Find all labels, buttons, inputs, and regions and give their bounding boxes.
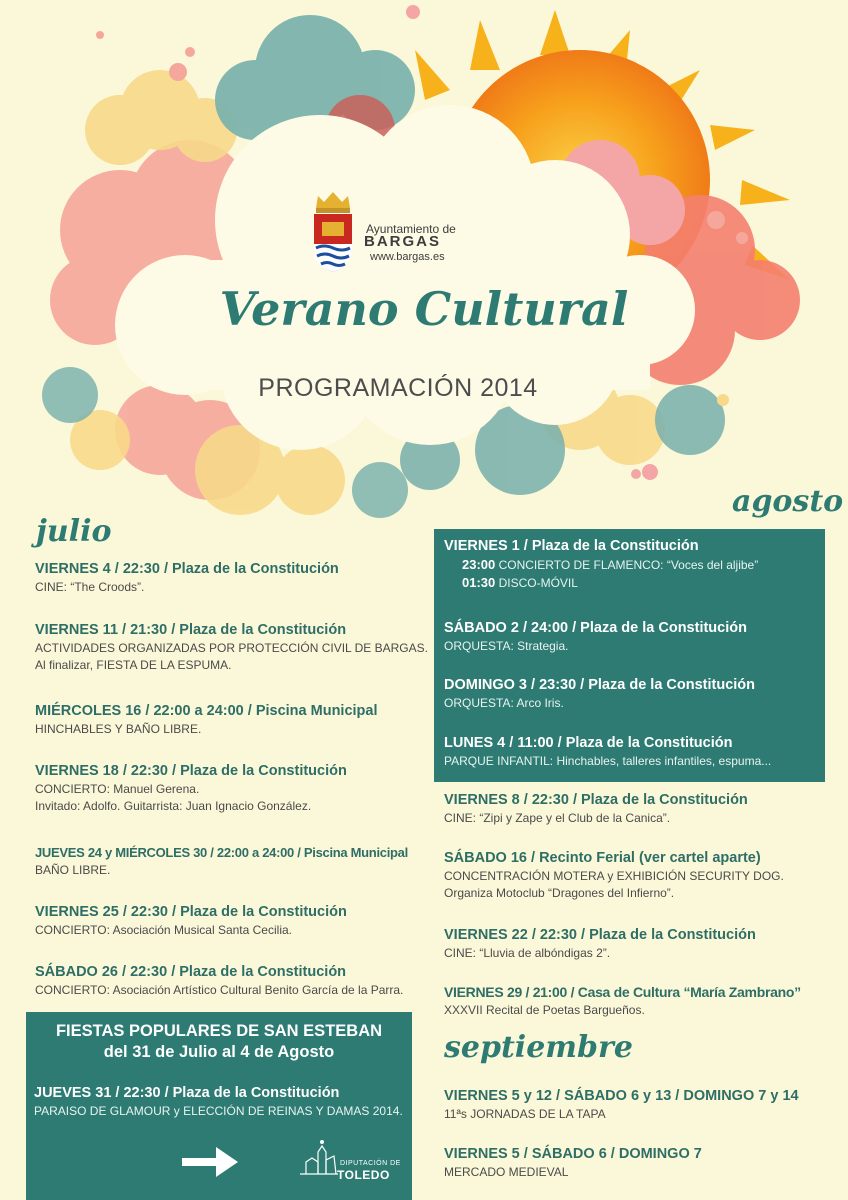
event-heading: SÁBADO 26 / 22:30 / Plaza de la Constitución	[35, 964, 347, 980]
page-title: Verano Cultural	[219, 282, 629, 336]
month-heading-septiembre: septiembre	[444, 1030, 633, 1065]
event-heading: SÁBADO 2 / 24:00 / Plaza de la Constitución	[444, 620, 747, 636]
event-detail: CINE: “Zipi y Zape y el Club de la Canica”.	[444, 811, 671, 825]
event-detail: CINE: “Lluvia de albóndigas 2”.	[444, 946, 611, 960]
event-detail: 11ªs JORNADAS DE LA TAPA	[444, 1107, 606, 1121]
event-sub-line	[444, 556, 758, 574]
event-detail: ORQUESTA: Arco Iris.	[444, 696, 564, 710]
fiestas-title-line1: FIESTAS POPULARES DE SAN ESTEBAN	[55, 1022, 383, 1040]
event-heading: JUEVES 24 y MIÉRCOLES 30 / 22:00 a 24:00 / Piscina Municipal	[35, 845, 408, 860]
event-agosto-2	[444, 926, 756, 962]
event-agosto-3	[444, 983, 801, 1019]
event-detail: Organiza Motoclub “Dragones del Infierno”.	[444, 886, 675, 900]
month-heading-agosto: agosto	[732, 484, 844, 519]
event-detail: ORQUESTA: Strategia.	[444, 639, 569, 653]
event-julio-3	[35, 762, 347, 815]
event-agosto-0	[444, 791, 748, 827]
ayuntamiento-website: www.bargas.es	[370, 251, 445, 263]
bargas-coat-of-arms	[308, 186, 358, 276]
event-heading: VIERNES 29 / 21:00 / Casa de Cultura “María Zambrano”	[444, 984, 801, 1000]
event-detail: PARQUE INFANTIL: Hinchables, talleres infantiles, espuma...	[444, 754, 772, 768]
event-detail: HINCHABLES Y BAÑO LIBRE.	[35, 722, 202, 736]
event-agosto-fiesta-0	[444, 537, 758, 592]
event-detail: BAÑO LIBRE.	[35, 863, 111, 877]
event-sub-time: 23:00	[462, 557, 496, 572]
ayuntamiento-name: BARGAS	[364, 233, 442, 250]
event-detail: CONCENTRACIÓN MOTERA y EXHIBICIÓN SECURITY DOG.	[444, 869, 784, 883]
event-heading: VIERNES 18 / 22:30 / Plaza de la Constitución	[35, 763, 347, 779]
event-septiembre-1	[444, 1145, 702, 1181]
event-agosto-1	[444, 849, 784, 902]
event-detail: CONCIERTO: Manuel Gerena.	[35, 782, 200, 796]
event-agosto-fiesta-2	[444, 676, 755, 712]
event-detail: MERCADO MEDIEVAL	[444, 1165, 569, 1179]
event-heading: VIERNES 1 / Plaza de la Constitución	[444, 538, 699, 554]
event-julio-0	[35, 560, 339, 596]
event-julio-1	[35, 621, 428, 674]
diputacion-label: DIPUTACIÓN DE	[340, 1160, 401, 1167]
event-heading: VIERNES 11 / 21:30 / Plaza de la Constitución	[35, 622, 347, 638]
fiestas-title	[26, 1021, 412, 1063]
event-julio-6	[35, 963, 403, 999]
month-heading-julio: julio	[36, 514, 112, 549]
event-heading: LUNES 4 / 11:00 / Plaza de la Constitución	[444, 735, 733, 751]
event-heading: VIERNES 22 / 22:30 / Plaza de la Constitución	[444, 927, 756, 943]
event-heading: JUEVES 31 / 22:30 / Plaza de la Constitución	[34, 1085, 340, 1101]
event-sub-text: CONCIERTO DE FLAMENCO: “Voces del aljibe”	[495, 558, 759, 572]
fiestas-title-line2: del 31 de Julio al 4 de Agosto	[103, 1043, 335, 1061]
event-septiembre-0	[444, 1087, 799, 1123]
event-agosto-fiesta-1	[444, 619, 747, 655]
event-heading: MIÉRCOLES 16 / 22:00 a 24:00 / Piscina Municipal	[35, 703, 378, 719]
event-detail: Invitado: Adolfo. Guitarrista: Juan Ignacio González.	[35, 799, 312, 813]
event-julio-5	[35, 903, 347, 939]
event-detail: CINE: “The Croods”.	[35, 580, 145, 594]
right-arrow-icon	[180, 1145, 240, 1179]
diputacion-name: TOLEDO	[337, 1168, 390, 1182]
event-agosto-fiesta-3	[444, 734, 771, 770]
event-heading: DOMINGO 3 / 23:30 / Plaza de la Constitución	[444, 677, 756, 693]
page-subtitle: PROGRAMACIÓN 2014	[258, 374, 538, 402]
event-detail: CONCIERTO: Asociación Musical Santa Cecilia.	[35, 923, 292, 937]
event-sub-line	[444, 574, 758, 592]
event-detail: ACTIVIDADES ORGANIZADAS POR PROTECCIÓN CIVIL DE BARGAS.	[35, 641, 428, 655]
ayuntamiento-label: Ayuntamiento de	[366, 222, 456, 236]
event-detail: XXXVII Recital de Poetas Bargueños.	[444, 1003, 645, 1017]
event-heading: VIERNES 5 / SÁBADO 6 / DOMINGO 7	[444, 1146, 702, 1162]
event-heading: VIERNES 4 / 22:30 / Plaza de la Constitución	[35, 561, 339, 577]
event-heading: VIERNES 25 / 22:30 / Plaza de la Constitución	[35, 904, 347, 920]
event-heading: VIERNES 5 y 12 / SÁBADO 6 y 13 / DOMINGO 7 y 14	[444, 1088, 799, 1104]
event-julio-4	[35, 843, 408, 879]
event-fiestas-0	[34, 1084, 403, 1120]
event-detail: PARAISO DE GLAMOUR y ELECCIÓN DE REINAS Y DAMAS 2014.	[34, 1104, 403, 1118]
event-detail: Al finalizar, FIESTA DE LA ESPUMA.	[35, 658, 232, 672]
event-julio-2	[35, 702, 378, 738]
event-heading: VIERNES 8 / 22:30 / Plaza de la Constitución	[444, 792, 748, 808]
event-sub-time: 01:30	[462, 575, 496, 590]
event-sub-text: DISCO-MÓVIL	[495, 576, 578, 590]
event-detail: CONCIERTO: Asociación Artístico Cultural Benito García de la Parra.	[35, 983, 404, 997]
event-heading: SÁBADO 16 / Recinto Ferial (ver cartel aparte)	[444, 850, 761, 866]
